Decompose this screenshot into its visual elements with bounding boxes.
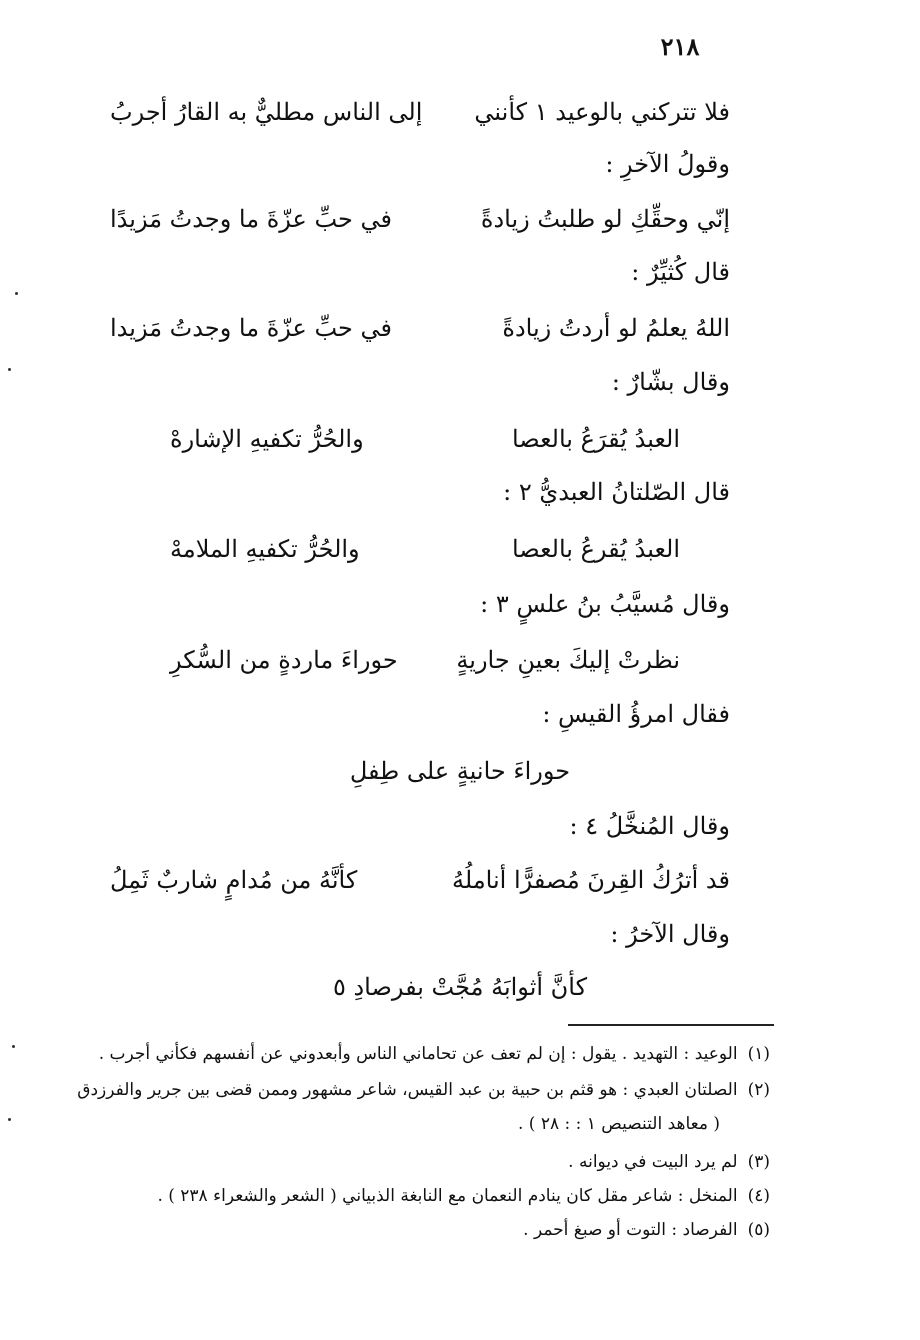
footnote-4-number: (٤) xyxy=(747,1186,770,1206)
attribution-line-3: وقال بشّارٌ : xyxy=(611,368,730,396)
attribution-line-8: وقال الآخرُ : xyxy=(610,920,730,948)
attribution-line-1: وقولُ الآخرِ : xyxy=(605,150,730,178)
verse-4 xyxy=(110,425,730,469)
footnote-4-text: المنخل : شاعر مقل كان ينادم النعمان مع النابغة الذبياني ( الشعر والشعراء ٢٣٨ ) . xyxy=(157,1186,738,1206)
verse-4-second-hemistich: والحُرُّ تكفيهِ الإشارهْ xyxy=(170,425,364,453)
footnote-4 xyxy=(157,1186,770,1206)
verse-7 xyxy=(110,866,730,910)
footnote-3-number: (٣) xyxy=(747,1152,770,1172)
verse-6 xyxy=(110,646,730,690)
verse-7-second-hemistich: كأنَّهُ من مُدامٍ شاربٌ ثَمِلُ xyxy=(110,866,358,894)
attribution-line-2: قال كُثيِّرٌ : xyxy=(631,258,730,286)
verse-4-first-hemistich: العبدُ يُقرَعُ بالعصا xyxy=(511,425,680,453)
verse-5-second-hemistich: والحُرُّ تكفيهِ الملامهْ xyxy=(170,535,360,563)
footnote-3-text: لم يرد البيت في ديوانه . xyxy=(568,1152,738,1172)
verse-2-second-hemistich: في حبِّ عزّةَ ما وجدتُ مَزيدًا xyxy=(110,205,392,233)
footnote-5-text: الفرصاد : التوت أو صبغ أحمر . xyxy=(523,1220,738,1240)
footnote-2 xyxy=(77,1080,770,1100)
verse-2 xyxy=(110,205,730,249)
verse-3-first-hemistich: اللهُ يعلمُ لو أردتُ زيادةً xyxy=(502,314,730,342)
attribution-line-5: وقال مُسيَّبُ بنُ علسٍ ٣ : xyxy=(480,590,730,618)
scan-speck xyxy=(12,1045,15,1048)
attribution-line-4: قال الصّلتانُ العبديُّ ٢ : xyxy=(503,478,730,506)
centered-hemistich-2: كأنَّ أثوابَهُ مُجَّتْ بفرصادِ ٥ xyxy=(332,973,588,1001)
verse-7-first-hemistich: قد أترُكُ القِرنَ مُصفرًّا أناملُهُ xyxy=(452,866,730,894)
footnote-divider xyxy=(568,1024,774,1026)
footnote-5-number: (٥) xyxy=(747,1220,770,1240)
footnote-5 xyxy=(523,1220,770,1240)
verse-1-second-hemistich: إلى الناس مطليٌّ به القارُ أجربُ xyxy=(110,98,423,126)
footnote-1-text: الوعيد : التهديد . يقول : إن لم تعف عن تحاماني الناس وأبعدوني عن أنفسهم فكأني أجرب . xyxy=(98,1044,738,1064)
attribution-line-7: وقال المُنخَّلُ ٤ : xyxy=(569,812,730,840)
verse-5-first-hemistich: العبدُ يُقرعُ بالعصا xyxy=(511,535,680,563)
footnote-2-number: (٢) xyxy=(747,1080,770,1100)
scan-speck xyxy=(8,1118,11,1121)
verse-3-second-hemistich: في حبِّ عزّةَ ما وجدتُ مَزيدا xyxy=(110,314,392,342)
verse-6-second-hemistich: حوراءَ ماردةٍ من السُّكرِ xyxy=(170,646,398,674)
footnote-1 xyxy=(99,1044,770,1064)
footnote-2-continuation: ( معاهد التنصيص ١ : : ٢٨ ) . xyxy=(517,1114,720,1134)
page-number: ٢١٨ xyxy=(660,32,700,61)
verse-2-first-hemistich: إنّي وحقِّكِ لو طلبتُ زيادةً xyxy=(480,205,730,233)
centered-hemistich-1: حوراءَ حانيةٍ على طِفلِ xyxy=(349,757,571,785)
footnote-2-text: الصلتان العبدي : هو قثم بن حبية بن عبد القيس، شاعر مشهور وممن قضى بين جرير والفرزدق xyxy=(77,1080,738,1100)
verse-5 xyxy=(110,535,730,579)
verse-1 xyxy=(110,98,730,142)
verse-3 xyxy=(110,314,730,358)
verse-6-first-hemistich: نظرتْ إليكَ بعينِ جاريةٍ xyxy=(456,646,680,674)
footnote-1-number: (١) xyxy=(747,1044,770,1064)
scan-speck xyxy=(8,368,11,371)
footnote-3 xyxy=(568,1152,770,1172)
scan-speck xyxy=(15,292,18,295)
attribution-line-6: فقال امرؤُ القيسِ : xyxy=(542,700,730,728)
verse-1-first-hemistich: فلا تتركني بالوعيد ١ كأنني xyxy=(474,98,730,126)
